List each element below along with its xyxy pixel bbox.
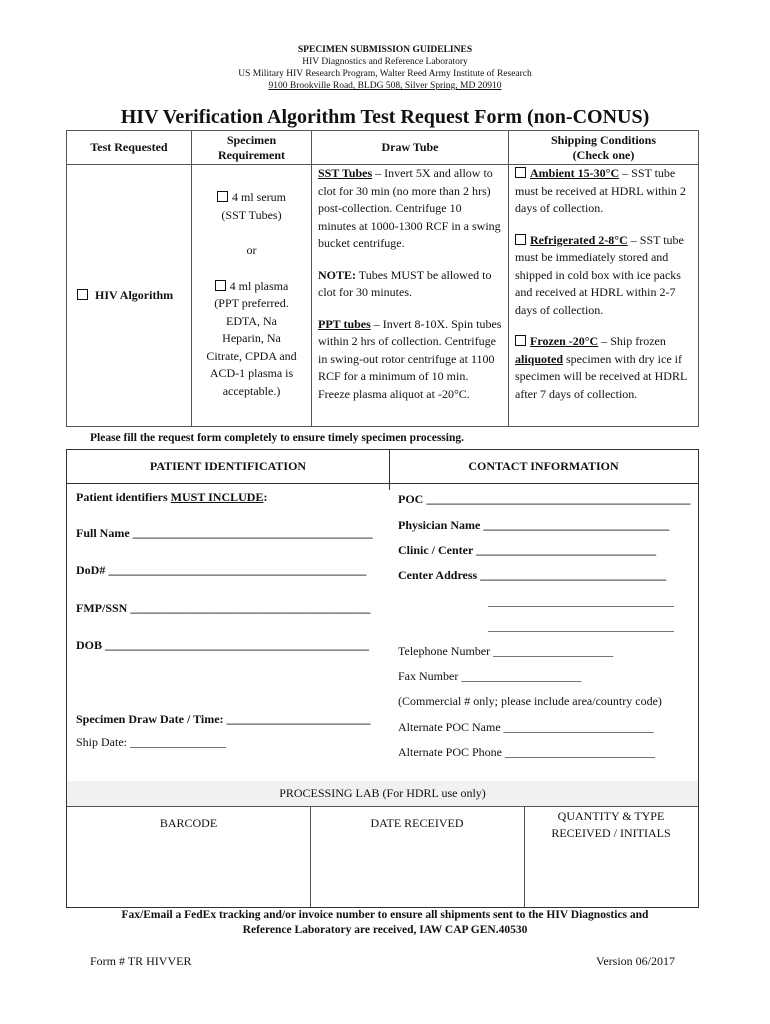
quantity-type-label: QUANTITY & TYPE <box>557 809 665 823</box>
identifiers-prefix: Patient identifiers <box>76 490 171 504</box>
clinic-center-field[interactable]: Clinic / Center ______________________________ <box>398 543 657 557</box>
refrigerated-label: Refrigerated 2-8°C <box>530 232 628 247</box>
date-received-cell[interactable] <box>310 806 524 917</box>
plasma-line-4: Heparin, Na <box>222 331 281 345</box>
plasma-line-6: ACD-1 plasma is <box>209 366 294 380</box>
hiv-algorithm-label: HIV Algorithm <box>95 288 174 302</box>
ambient-option[interactable] <box>515 165 692 218</box>
barcode-label: BARCODE <box>159 816 218 830</box>
fedex-note-line-1: Fax/Email a FedEx tracking and/or invoice number to ensure all shipments sent to the HIV Diagnostics and <box>121 909 649 921</box>
test-request-table <box>66 130 699 427</box>
center-address-line-2[interactable]: _______________________________ <box>488 594 674 608</box>
note-instructions <box>318 267 502 302</box>
fill-form-note: Please fill the request form completely to ensure timely specimen processing. <box>90 432 464 444</box>
lab-header <box>0 44 770 92</box>
col-shipping-conditions <box>509 131 699 165</box>
col-specimen-label-1: Specimen <box>226 132 277 147</box>
serum-tubes: (SST Tubes) <box>221 207 282 222</box>
refrigerated-text: – SST tube must be immediately stored and shipped in cold box with ice packs and received at HDRL within 2-7 days of collection. <box>515 232 684 317</box>
col-shipping-label-2: (Check one) <box>572 147 635 162</box>
col-specimen-label-2: Requirement <box>217 147 286 162</box>
note-text: Tubes MUST be allowed to clot for 30 minutes. <box>318 267 492 299</box>
dod-field[interactable]: DoD# ___________________________________________ <box>76 563 367 577</box>
center-address-line-3[interactable]: _______________________________ <box>488 619 674 633</box>
plasma-option[interactable] <box>192 278 311 296</box>
draw-tube-cell <box>312 165 509 427</box>
ppt-text: – Invert 8-10X. Spin tubes within 2 hrs of collection. Centrifuge in swing-out rotor centrifuge at 1100 RCF for a minimum of 10 min. Freeze plasma aliquot at -20°C. <box>318 316 502 401</box>
sst-label: SST Tubes <box>318 166 373 180</box>
shipping-cell <box>509 165 699 427</box>
patient-contact-section <box>66 449 699 783</box>
date-received-label: DATE RECEIVED <box>370 816 464 830</box>
col-test-requested: Test Requested <box>67 131 192 165</box>
hiv-algorithm-option[interactable] <box>67 288 191 303</box>
full-name-field[interactable]: Full Name ________________________________________ <box>76 526 373 540</box>
identifiers-must-include: MUST INCLUDE <box>170 490 264 504</box>
processing-lab-section <box>66 781 699 908</box>
test-cell <box>67 165 192 427</box>
header-program: US Military HIV Research Program, Walter Reed Army Institute of Research <box>238 69 532 79</box>
note-label: NOTE: <box>318 267 357 282</box>
hiv-algorithm-checkbox[interactable] <box>77 289 88 300</box>
ambient-checkbox[interactable] <box>515 167 526 178</box>
frozen-option[interactable] <box>515 333 692 403</box>
contact-information-heading: CONTACT INFORMATION <box>389 450 698 484</box>
header-lab-name: HIV Diagnostics and Reference Laboratory <box>302 57 468 67</box>
serum-option[interactable] <box>192 189 311 207</box>
frozen-label: Frozen -20°C <box>530 334 599 348</box>
form-number: Form # TR HIVVER <box>90 954 192 968</box>
fedex-note-line-2: Reference Laboratory are received, IAW CAP GEN.40530 <box>242 924 528 936</box>
processing-lab-heading: PROCESSING LAB (For HDRL use only) <box>67 781 698 807</box>
col-shipping-label-1: Shipping Conditions <box>550 132 657 147</box>
ship-date-field[interactable]: Ship Date: ________________ <box>76 735 226 749</box>
patient-identifiers-label <box>76 490 267 505</box>
plasma-line-5: Citrate, CPDA and <box>206 348 297 363</box>
fax-field[interactable]: Fax Number ____________________ <box>398 669 582 683</box>
plasma-line-7: acceptable.) <box>222 383 281 398</box>
header-guidelines: SPECIMEN SUBMISSION GUIDELINES <box>297 45 473 55</box>
barcode-cell[interactable] <box>67 806 310 917</box>
form-title: HIV Verification Algorithm Test Request Form (non-CONUS) <box>120 106 650 128</box>
poc-field[interactable]: POC ____________________________________________ <box>398 492 691 506</box>
frozen-text-2: specimen with dry ice if specimen will be received at HDRL after 7 days of collection. <box>515 351 687 401</box>
col-draw-tube: Draw Tube <box>312 131 509 165</box>
fedex-note <box>80 908 690 938</box>
identifiers-suffix: : <box>263 490 268 504</box>
serum-label: 4 ml serum <box>232 190 286 204</box>
heading-divider <box>389 450 390 490</box>
or-label: or <box>246 243 257 257</box>
center-address-field[interactable]: Center Address _______________________________ <box>398 568 667 582</box>
plasma-checkbox[interactable] <box>215 280 226 291</box>
patient-identification-heading: PATIENT IDENTIFICATION <box>67 450 389 484</box>
col-specimen-requirement <box>192 131 312 165</box>
header-address: 9100 Brookville Road, BLDG 508, Silver Spring, MD 20910 <box>268 81 502 91</box>
serum-checkbox[interactable] <box>217 191 228 202</box>
alternate-poc-name-field[interactable]: Alternate POC Name _________________________ <box>398 720 654 734</box>
specimen-draw-date-field[interactable]: Specimen Draw Date / Time: ________________________ <box>76 712 371 726</box>
alternate-poc-phone-field[interactable]: Alternate POC Phone _________________________ <box>398 745 655 759</box>
ambient-text: – SST tube must be received at HDRL within 2 days of collection. <box>515 166 686 215</box>
fmp-ssn-field[interactable]: FMP/SSN ________________________________________ <box>76 601 371 615</box>
commercial-note: (Commercial # only; please include area/country code) <box>398 694 662 708</box>
dob-field[interactable]: DOB ____________________________________________ <box>76 638 370 652</box>
sst-instructions <box>318 165 502 253</box>
quantity-type-cell[interactable] <box>524 806 698 909</box>
telephone-field[interactable]: Telephone Number ____________________ <box>398 644 614 658</box>
frozen-aliquoted: aliquoted <box>515 351 564 366</box>
sst-text: – Invert 5X and allow to clot for 30 min (no more than 2 hrs) post-collection. Centrifuge 10 minutes at 1000-1300 RCF in a swing bucket centrifuge. <box>318 166 501 250</box>
frozen-checkbox[interactable] <box>515 335 526 346</box>
refrigerated-option[interactable] <box>515 232 692 320</box>
refrigerated-checkbox[interactable] <box>515 234 526 245</box>
ppt-label: PPT tubes <box>318 316 371 331</box>
plasma-label: 4 ml plasma <box>229 278 289 293</box>
physician-name-field[interactable]: Physician Name _______________________________ <box>398 518 670 532</box>
ambient-label: Ambient 15-30°C <box>530 166 620 180</box>
ppt-instructions <box>318 316 502 404</box>
plasma-line-2: (PPT preferred. <box>214 296 289 310</box>
specimen-cell <box>192 165 312 427</box>
frozen-text-1: – Ship frozen <box>598 334 666 348</box>
plasma-line-3: EDTA, Na <box>225 313 278 328</box>
form-version: Version 06/2017 <box>596 954 675 968</box>
received-initials-label: RECEIVED / INITIALS <box>551 826 671 840</box>
